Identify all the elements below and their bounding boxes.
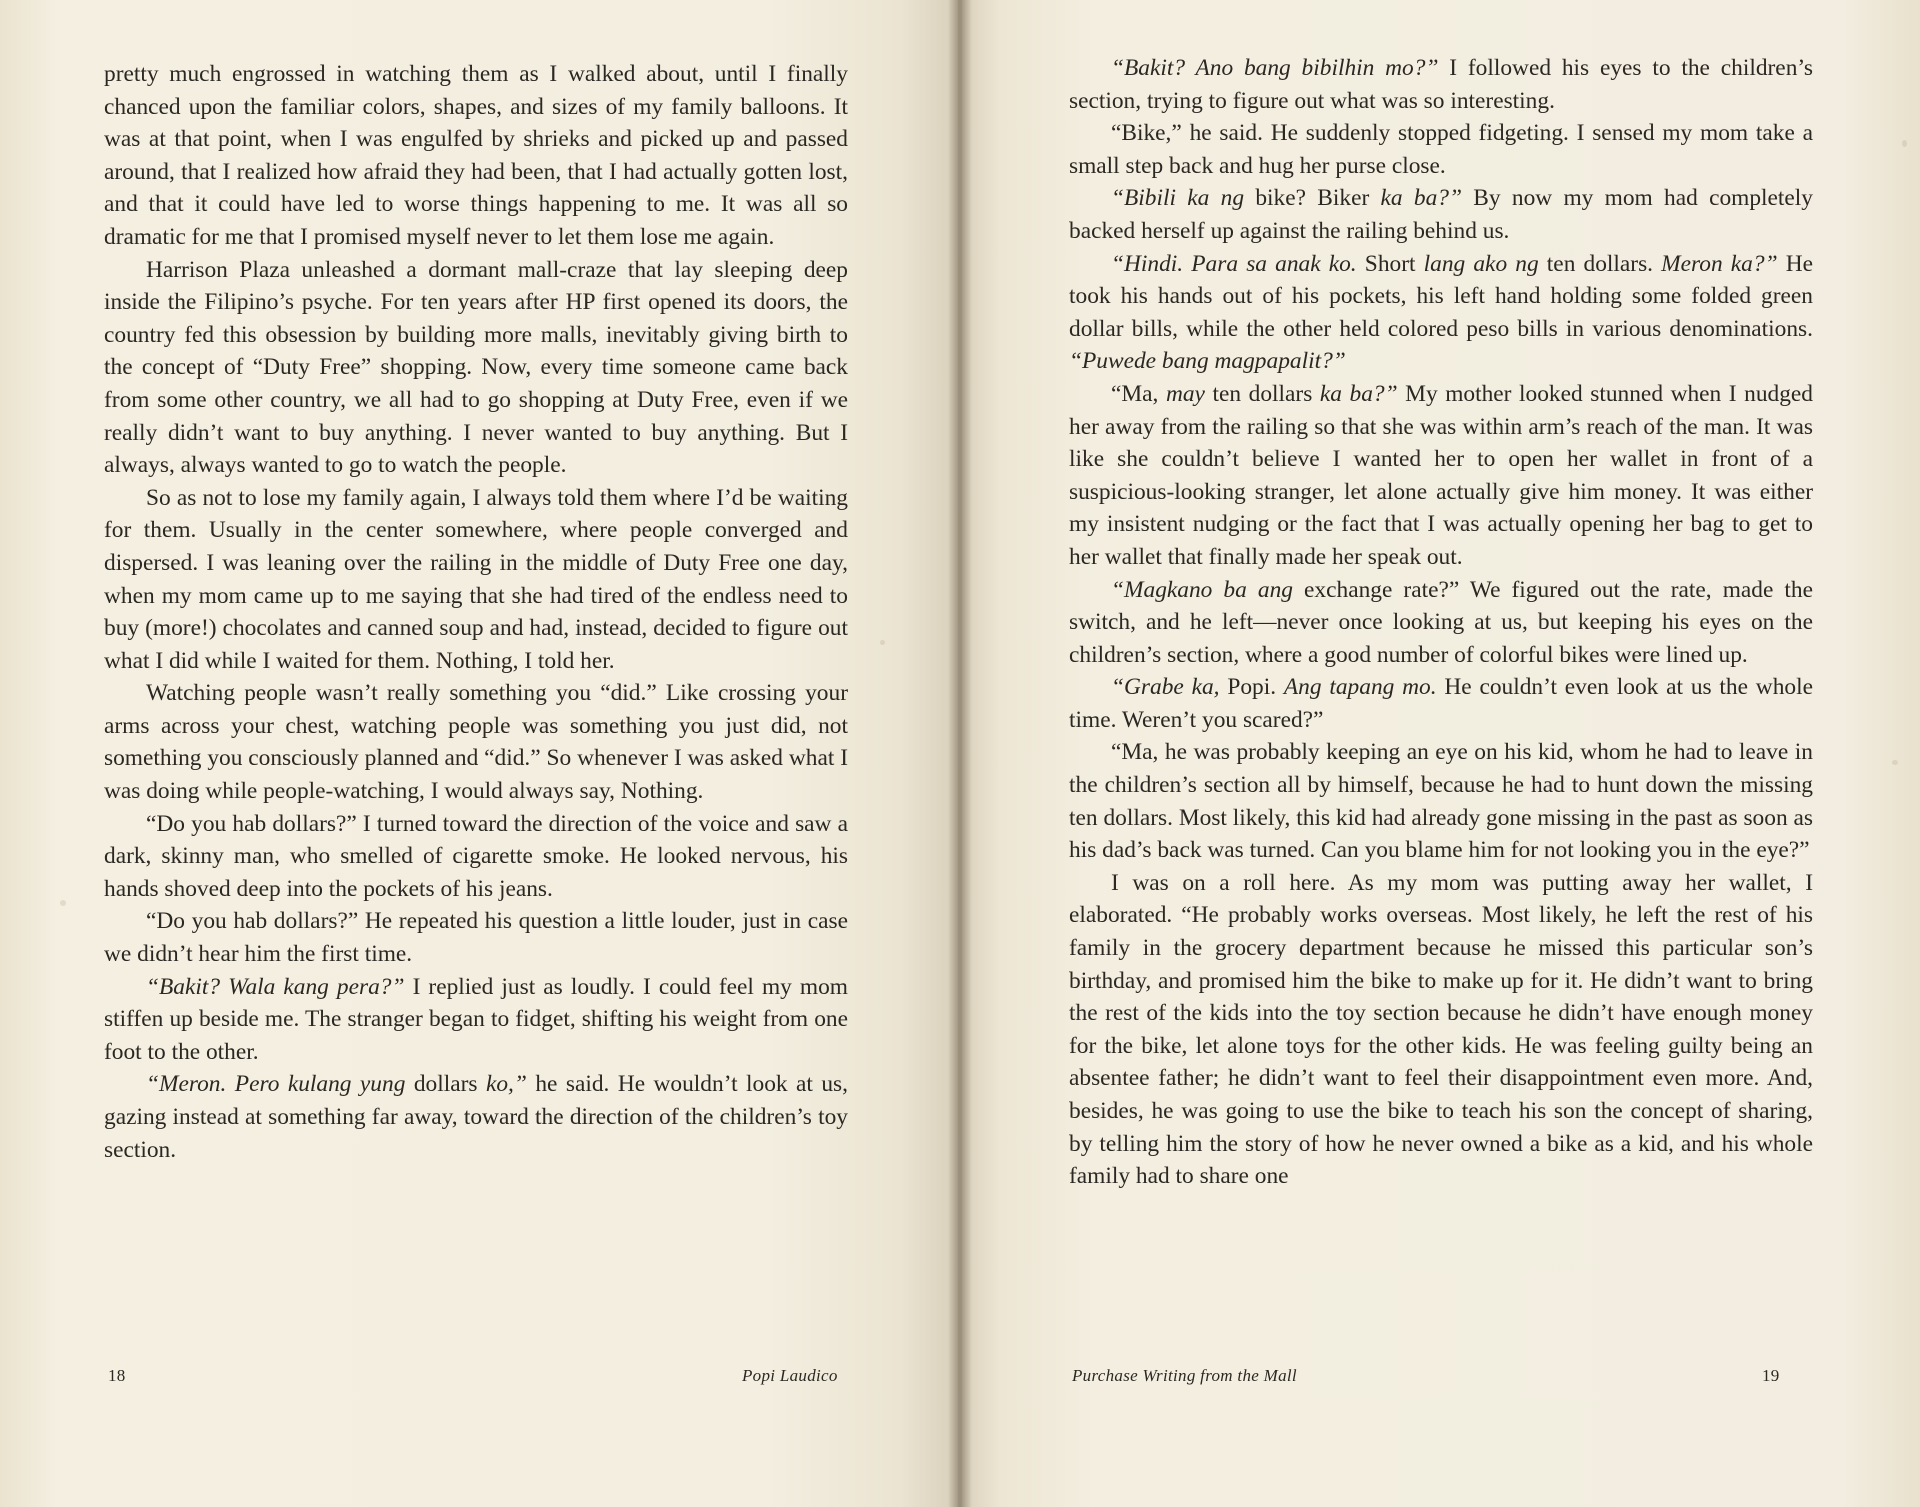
paragraph bbox=[1069, 671, 1813, 736]
page-number: 19 bbox=[1762, 1366, 1780, 1385]
paragraph-text: “Ma, bbox=[1111, 380, 1166, 407]
right-page bbox=[962, 0, 1920, 1507]
tagalog-phrase: ko,” bbox=[485, 1071, 527, 1098]
paragraph-text: Popi. bbox=[1219, 674, 1284, 701]
paragraph bbox=[1069, 52, 1813, 117]
tagalog-phrase: “Grabe ka, bbox=[1111, 674, 1220, 701]
running-author: Popi Laudico bbox=[742, 1366, 838, 1385]
page-number: 18 bbox=[108, 1366, 126, 1385]
paragraph-text: He took his hands out of his pockets, his left hand holding some folded green dollar bills, while the other held colored peso bills in various denominations. bbox=[1069, 250, 1814, 342]
paragraph: Watching people wasn’t really something you “did.” Like crossing your arms across your chest, watching people was something you just did, not something you consciously planned and “did.” So whenever I was asked what I was doing while people-watching, I would always say, Nothing. bbox=[104, 680, 848, 805]
book-gutter bbox=[948, 0, 972, 1507]
paragraph-text: Short bbox=[1356, 250, 1424, 277]
paragraph-text: exchange rate?” We figured out the rate, made the switch, and he left—never once looking at us, but keeping his eyes on the children’s section, where a good number of colorful bikes were lined up. bbox=[1069, 576, 1813, 668]
paragraph bbox=[1069, 182, 1813, 247]
tagalog-phrase: ka ba?” bbox=[1319, 380, 1398, 407]
paragraph-text: He couldn’t even look at us the whole time. Weren’t you scared?” bbox=[1069, 674, 1813, 733]
paragraph-text: I followed his eyes to the children’s section, trying to figure out what was so interesting. bbox=[1069, 55, 1813, 114]
paragraph: pretty much engrossed in watching them as I walked about, until I finally chanced upon the familiar colors, shapes, and sizes of my family balloons. It was at that point, when I was engulfed by shrieks and picked up and passed around, that I realized how afraid they had been, that I had actually gotten lost, and that it could have led to worse things happening to me. It was all so dramatic for me that I promised myself never to let them lose me again. bbox=[104, 61, 848, 250]
running-title: Purchase Writing from the Mall bbox=[1072, 1366, 1297, 1385]
tagalog-phrase: Meron ka?” bbox=[1661, 250, 1778, 277]
left-page bbox=[0, 0, 958, 1507]
paragraph: “Do you hab dollars?” I turned toward the direction of the voice and saw a dark, skinny man, who smelled of cigarette smoke. He looked nervous, his hands shoved deep into the pockets of his jeans. bbox=[104, 810, 848, 902]
paragraph: “Ma, he was probably keeping an eye on his kid, whom he had to leave in the children’s section all by himself, because he had to hunt down the missing ten dollars. Most likely, this kid had already gone missing in the past as soon as his dad’s back was turned. Can you blame him for not looking you in the eye?” bbox=[1069, 739, 1813, 864]
paragraph-text: I replied just as loudly. I could feel my mom stiffen up beside me. The stranger began to fidget, shifting his weight from one foot to the other. bbox=[104, 973, 848, 1065]
tagalog-phrase: “Hindi. Para sa anak ko. bbox=[1111, 250, 1357, 277]
paper-speck bbox=[1902, 140, 1907, 147]
left-body-text bbox=[104, 58, 848, 1166]
paragraph bbox=[104, 971, 848, 1069]
paragraph-text: ten dollars. bbox=[1538, 250, 1662, 277]
paragraph bbox=[1069, 248, 1813, 378]
paragraph-text: By now my mom had completely backed herself up against the railing behind us. bbox=[1069, 185, 1813, 244]
paragraph: “Bike,” he said. He suddenly stopped fidgeting. I sensed my mom take a small step back and hug her purse close. bbox=[1069, 120, 1813, 179]
tagalog-phrase: “Puwede bang magpapalit?” bbox=[1069, 348, 1346, 375]
paragraph: I was on a roll here. As my mom was putting away her wallet, I elaborated. “He probably works overseas. Most likely, he left the rest of his family in the grocery department because he missed this particular son’s birthday, and promised him the bike to make up for it. He didn’t want to bring the rest of the kids into the toy section because he didn’t have enough money for the bike, let alone toys for the other kids. He was feeling guilty being an absentee father; he didn’t want to feel their disappointment even more. And, besides, he was going to use the bike to teach his son the concept of sharing, by telling him the story of how he never owned a bike as a kid, and his whole family had to share one bbox=[1069, 869, 1813, 1190]
right-body-text bbox=[1069, 52, 1813, 1193]
tagalog-phrase: ka ba?” bbox=[1380, 185, 1463, 212]
paper-speck bbox=[880, 640, 885, 645]
paragraph-text: dollars bbox=[405, 1071, 486, 1098]
paragraph: Harrison Plaza unleashed a dormant mall-craze that lay sleeping deep inside the Filipino’s psyche. For ten years after HP first opened its doors, the country fed this obsession by building more malls, inevitably giving birth to the concept of “Duty Free” shopping. Now, every time someone came back from some other country, we all had to go shopping at Duty Free, even if we really didn’t want to buy anything. I never wanted to buy anything. But I always, always wanted to go to watch the people. bbox=[104, 256, 848, 479]
tagalog-phrase: “Bibili ka ng bbox=[1111, 185, 1245, 212]
tagalog-phrase: “Bakit? Ano bang bibilhin mo?” bbox=[1111, 55, 1439, 81]
paper-speck bbox=[1892, 760, 1898, 765]
paragraph: “Do you hab dollars?” He repeated his question a little louder, just in case we didn’t hear him the first time. bbox=[104, 908, 848, 968]
paragraph-text: he said. He wouldn’t look at us, gazing instead at something far away, toward the direction of the children’s toy section. bbox=[104, 1071, 848, 1163]
paragraph bbox=[1069, 378, 1813, 574]
tagalog-phrase: “Bakit? Wala kang pera?” bbox=[146, 973, 405, 1000]
paragraph-text: My mother looked stunned when I nudged her away from the railing so that she was within arm’s reach of the man. It was like she couldn’t believe I wanted her to open her wallet in front of a suspicious-looking stranger, let alone actually give him money. It was either my insistent nudging or the fact that I was actually opening her bag to get to her wallet that finally made her speak out. bbox=[1069, 380, 1813, 570]
paragraph bbox=[104, 1068, 848, 1166]
paper-speck bbox=[60, 900, 66, 906]
tagalog-phrase: may bbox=[1165, 380, 1205, 407]
tagalog-phrase: “Meron. Pero kulang yung bbox=[146, 1071, 406, 1098]
tagalog-phrase: Ang tapang mo. bbox=[1283, 674, 1437, 701]
paragraph-text: ten dollars bbox=[1204, 380, 1320, 407]
paragraph bbox=[1069, 574, 1813, 672]
tagalog-phrase: lang ako ng bbox=[1423, 250, 1539, 277]
paragraph-text: bike? Biker bbox=[1244, 185, 1381, 212]
paragraph: So as not to lose my family again, I always told them where I’d be waiting for them. Usually in the center somewhere, where people converged and dispersed. I was leaning over the railing in the middle of Duty Free one day, when my mom came up to me saying that she had tired of the endless need to buy (more!) chocolates and canned soup and had, instead, decided to figure out what I did while I waited for them. Nothing, I told her. bbox=[104, 484, 848, 674]
tagalog-phrase: “Magkano ba ang bbox=[1111, 576, 1293, 603]
